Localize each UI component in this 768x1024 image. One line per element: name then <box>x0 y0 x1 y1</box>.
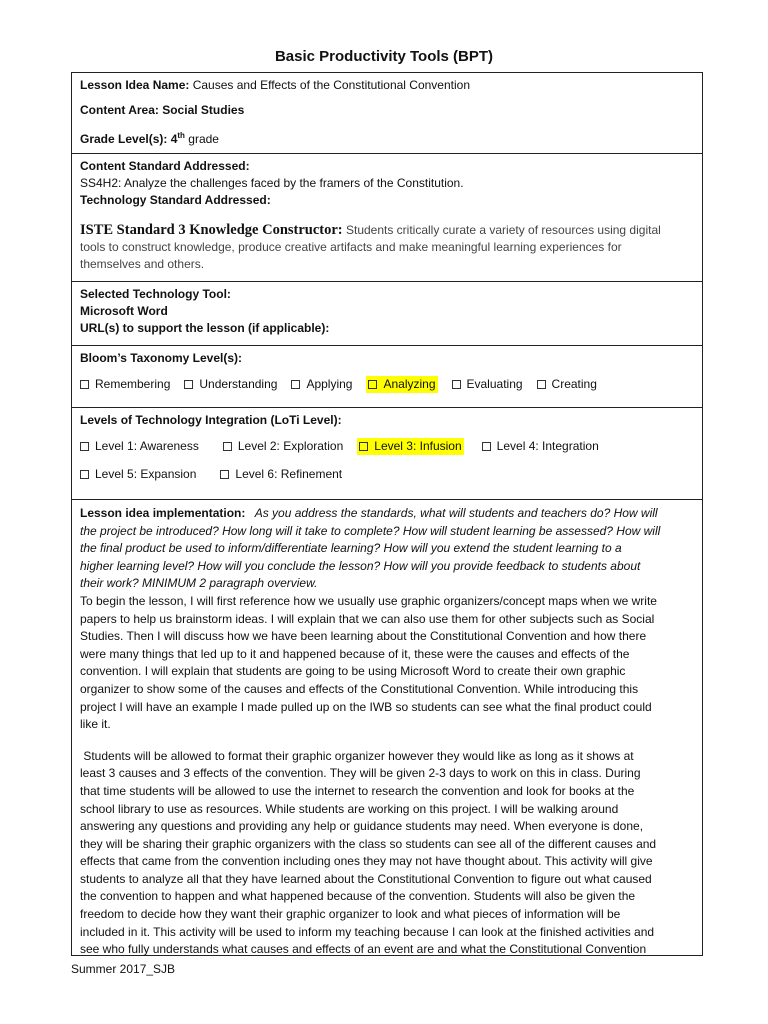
checkbox-icon[interactable] <box>482 442 491 451</box>
implementation-section <box>72 499 702 955</box>
paragraph-line: To begin the lesson, I will first reference how we usually use graphic organizers/concept maps when we write <box>80 593 657 608</box>
paragraph-line: Studies. Then I will discuss how we have been learning about the Constitutional Convention and how there <box>80 629 647 644</box>
paragraph-line: they will be sharing their graphic organizers with the class so students can see all of the different causes and <box>80 836 657 851</box>
paragraph-line: least 3 causes and 3 effects of the convention. They will be given 2-3 days to work on this in class. During <box>80 766 641 781</box>
blooms-option-creating[interactable]: Creating <box>537 376 597 393</box>
blooms-option-evaluating[interactable]: Evaluating <box>452 376 523 393</box>
loti-label: Levels of Technology Integration (LoTi Level): <box>80 413 342 427</box>
checkbox-icon[interactable] <box>223 442 232 451</box>
blooms-label: Bloom’s Taxonomy Level(s): <box>80 351 243 365</box>
blooms-option-applying[interactable]: Applying <box>291 376 352 393</box>
paragraph-line: project I will have an example I made pulled up on the IWB so students can see what the final product could <box>80 699 652 714</box>
implementation-prompt-1: As you address the standards, what will students and teachers do? How will <box>254 506 658 520</box>
grade-level-value: grade <box>184 132 219 146</box>
paragraph-line: answering any questions and providing any help or guidance students may need. When everyone is done, <box>80 819 644 834</box>
iste-title: ISTE Standard 3 Knowledge Constructor: <box>80 222 343 238</box>
paragraph-line: were many things that led up to it and happened because of it, these were the causes and effects of the <box>80 646 630 661</box>
loti-option-level-2[interactable]: Level 2: Exploration <box>223 438 343 455</box>
checkbox-icon[interactable] <box>220 470 229 479</box>
checkbox-icon[interactable] <box>291 380 300 389</box>
loti-options-row-2 <box>80 466 694 483</box>
checkbox-icon[interactable] <box>184 380 193 389</box>
tool-section <box>72 281 702 345</box>
grade-level-line <box>80 127 694 148</box>
implementation-label: Lesson idea implementation: <box>80 506 246 520</box>
paragraph-line: the convention to happen and what happened because of the convention. Students will also be given the <box>80 889 636 904</box>
technology-standard-label: Technology Standard Addressed: <box>80 193 271 207</box>
implementation-prompt-line-1 <box>80 505 694 523</box>
grade-level-label: Grade Level(s): 4 <box>80 132 178 146</box>
blooms-options <box>80 376 694 393</box>
loti-option-level-5[interactable]: Level 5: Expansion <box>80 466 196 483</box>
standards-section <box>72 153 702 281</box>
paragraph-line: see who fully understands what causes and effects of an event are and what the Constitutional Convention <box>80 942 647 957</box>
iste-line-2: tools to construct knowledge, produce creative artifacts and make meaningful learning experiences for <box>80 240 622 254</box>
checkbox-icon[interactable] <box>359 442 368 451</box>
loti-options-row-1 <box>80 438 694 455</box>
lesson-name-value: Causes and Effects of the Constitutional Convention <box>192 78 471 92</box>
checkbox-icon[interactable] <box>368 380 377 389</box>
paragraph-line: school library to use as resources. While students are working on this project. I will be walking around <box>80 801 619 816</box>
content-standard-label: Content Standard Addressed: <box>80 159 250 173</box>
iste-line-1 <box>80 222 694 239</box>
tool-value: Microsoft Word <box>80 304 168 318</box>
implementation-prompt-2: the project be introduced? How long will it take to complete? How will student learning be assessed? How will <box>80 523 661 538</box>
implementation-prompt-3: the final product be used to inform/differentiate learning? How will you extend the student learning to a <box>80 541 622 556</box>
paragraph-line: effects that came from the convention including ones they may not have thought about. This activity will give <box>80 854 653 869</box>
paragraph-line: freedom to decide how they want their graphic organizer to look and what pieces of information will be <box>80 907 621 922</box>
loti-option-level-3[interactable]: Level 3: Infusion <box>357 438 463 455</box>
blooms-option-understanding[interactable]: Understanding <box>184 376 277 393</box>
implementation-prompt-4: higher learning level? How will you conclude the lesson? How will you provide feedback to students about <box>80 558 641 573</box>
loti-option-level-4[interactable]: Level 4: Integration <box>482 438 599 455</box>
paragraph-line: like it. <box>80 717 111 732</box>
checkbox-icon[interactable] <box>80 442 89 451</box>
iste-line-3: themselves and others. <box>80 257 205 271</box>
paragraph-line: convention. I will explain that students are going to be using Microsoft Word to create their own graphic <box>80 664 626 679</box>
checkbox-icon[interactable] <box>80 380 89 389</box>
blooms-option-remembering[interactable]: Remembering <box>80 376 170 393</box>
checkbox-icon[interactable] <box>537 380 546 389</box>
content-standard-value: SS4H2: Analyze the challenges faced by the framers of the Constitution. <box>80 176 464 190</box>
lesson-section <box>72 73 702 153</box>
paragraph-line: Students will be allowed to format their graphic organizer however they would like as long as it shows at <box>80 748 634 763</box>
paragraph-line: included in it. This activity will be used to inform my teaching because I can look at the finished activities and <box>80 924 655 939</box>
url-label: URL(s) to support the lesson (if applicable): <box>80 321 330 335</box>
checkbox-icon[interactable] <box>80 470 89 479</box>
lesson-name-label: Lesson Idea Name: <box>80 78 190 92</box>
paragraph-line: papers to help us brainstorm ideas. I will explain that we can also use them for other subjects such as Social <box>80 611 655 626</box>
loti-section <box>72 407 702 499</box>
page-footer: Summer 2017_SJB <box>71 962 176 976</box>
blooms-section <box>72 345 702 407</box>
lesson-name-line <box>80 77 694 94</box>
page-title: Basic Productivity Tools (BPT) <box>274 48 494 65</box>
paragraph-line: that time students will be allowed to use the internet to research the convention and look for books at the <box>80 783 635 798</box>
blooms-option-analyzing[interactable]: Analyzing <box>366 376 437 393</box>
bpt-form <box>71 72 703 956</box>
implementation-paragraph-2 <box>80 748 694 959</box>
loti-option-level-6[interactable]: Level 6: Refinement <box>220 466 342 483</box>
loti-option-level-1[interactable]: Level 1: Awareness <box>80 438 199 455</box>
iste-text-1: Students critically curate a variety of resources using digital <box>342 223 661 237</box>
grade-level-sup: th <box>177 131 185 140</box>
implementation-prompt-5: their work? MINIMUM 2 paragraph overview. <box>80 576 318 591</box>
implementation-paragraph-1 <box>80 593 694 734</box>
tool-label: Selected Technology Tool: <box>80 287 231 301</box>
content-area: Content Area: Social Studies <box>80 103 245 117</box>
paragraph-line: organizer to show some of the causes and effects of the Constitutional Convention. While introducing this <box>80 681 639 696</box>
paragraph-line: students to analyze all that they have learned about the Constitutional Convention to figure out what caused <box>80 871 652 886</box>
checkbox-icon[interactable] <box>452 380 461 389</box>
